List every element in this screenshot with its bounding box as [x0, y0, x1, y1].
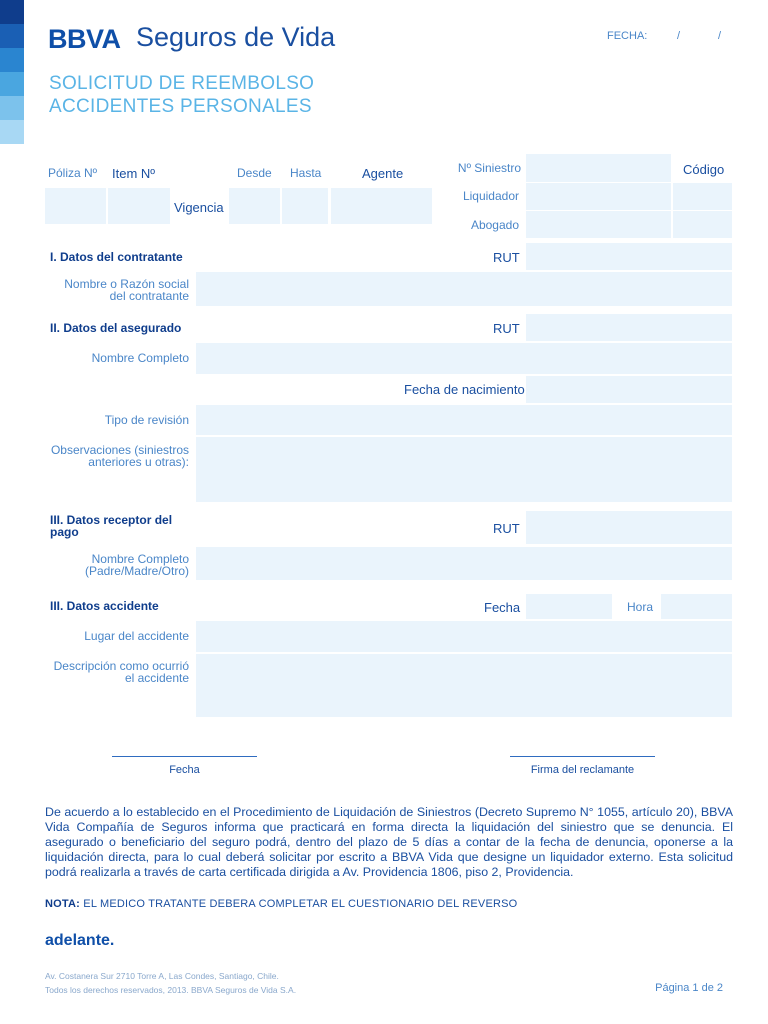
receptor-rut-label: RUT — [493, 521, 520, 536]
section-asegurado-title: II. Datos del asegurado — [50, 321, 182, 335]
stripe-5 — [0, 96, 24, 120]
abogado-field[interactable] — [526, 211, 671, 238]
bbva-logo: BBVA — [48, 24, 121, 54]
contratante-nombre-field[interactable] — [196, 272, 732, 306]
stripe-2 — [0, 24, 24, 48]
footer-rights: Todos los derechos reservados, 2013. BBVA Seguros de Vida S.A. — [45, 985, 297, 995]
poliza-label: Póliza Nº — [48, 166, 98, 180]
form-title-line1: SOLICITUD DE REEMBOLSO — [49, 73, 315, 94]
stripe-4 — [0, 72, 24, 96]
item-label: Item Nº — [112, 166, 156, 181]
abogado-label: Abogado — [470, 218, 519, 232]
footer-address: Av. Costanera Sur 2710 Torre A, Las Condes, Santiago, Chile. — [45, 971, 279, 981]
item-field[interactable] — [108, 188, 170, 224]
contratante-rut-field[interactable] — [526, 243, 732, 270]
agente-label: Agente — [362, 166, 404, 181]
header-fecha-label: FECHA: — [607, 30, 648, 42]
desde-field[interactable] — [229, 188, 280, 224]
fecha-signature-line[interactable] — [112, 756, 257, 757]
header-fecha-sep2: / — [718, 30, 722, 42]
contratante-nombre-label-2: del contratante — [109, 289, 189, 303]
slogan: adelante. — [45, 932, 115, 949]
page-number: Página 1 de 2 — [655, 982, 723, 994]
hasta-field[interactable] — [282, 188, 328, 224]
observaciones-label-2: anteriores u otras): — [88, 455, 189, 469]
section-accidente-title: III. Datos accidente — [50, 599, 159, 613]
accidente-hora-field[interactable] — [661, 594, 732, 619]
liquidador-field[interactable] — [526, 183, 671, 210]
siniestro-field[interactable] — [526, 154, 671, 182]
firma-signature-line[interactable] — [510, 756, 655, 757]
vigencia-label: Vigencia — [174, 200, 224, 215]
contratante-rut-label: RUT — [493, 250, 520, 265]
accidente-hora-label: Hora — [627, 600, 654, 614]
stripe-1 — [0, 0, 24, 24]
legal-notice: De acuerdo a lo establecido en el Procedimiento de Liquidación de Siniestros (Decreto Supremo N° 1055, artículo 20), BBVA Vida Compañía de Seguros informa que practicará en forma directa la liquidación del siniestro que se denuncia. El asegurado o beneficiario del seguro podrá, dentro del plazo de 5 días a contar de la fecha de denuncia, oponerse a la liquidación directa, para lo cual deberá solicitar por escrito a BBVA Vida que designe un liquidador externo. Esta solicitud podrá realizarla a través de carta certificada dirigida a Av. Providencia 1806, piso 2, Providencia. — [45, 805, 733, 879]
section-contratante-title: I. Datos del contratante — [50, 250, 183, 264]
receptor-nombre-field[interactable] — [196, 547, 732, 580]
nota-label: NOTA: — [45, 898, 81, 910]
abogado-code-field[interactable] — [673, 211, 732, 238]
lugar-field[interactable] — [196, 621, 732, 652]
desde-label: Desde — [237, 166, 272, 180]
liquidador-label: Liquidador — [462, 189, 519, 203]
asegurado-rut-label: RUT — [493, 321, 520, 336]
agente-field[interactable] — [331, 188, 432, 224]
nota — [45, 898, 517, 910]
contratante-nombre-label-1: Nombre o Razón social — [64, 277, 189, 291]
lugar-label: Lugar del accidente — [84, 629, 189, 643]
stripe-3 — [0, 48, 24, 72]
revision-label: Tipo de revisión — [104, 413, 189, 427]
descripcion-field[interactable] — [196, 654, 732, 717]
descripcion-label-2: el accidente — [124, 671, 189, 685]
poliza-field[interactable] — [45, 188, 106, 224]
liquidador-code-field[interactable] — [673, 183, 732, 210]
asegurado-nombre-field[interactable] — [196, 343, 732, 374]
receptor-rut-field[interactable] — [526, 511, 732, 544]
firma-signature-label: Firma del reclamante — [530, 764, 635, 776]
asegurado-nombre-label: Nombre Completo — [91, 351, 189, 365]
revision-field[interactable] — [196, 405, 732, 435]
form-title-line2: ACCIDENTES PERSONALES — [49, 96, 312, 117]
section-receptor-title-1: III. Datos receptor del — [50, 513, 173, 527]
codigo-label: Código — [683, 162, 725, 177]
header-fecha-sep1: / — [677, 30, 681, 42]
section-receptor-title-2: pago — [50, 525, 79, 539]
asegurado-rut-field[interactable] — [526, 314, 732, 341]
receptor-nombre-label-2: (Padre/Madre/Otro) — [84, 564, 189, 578]
nacimiento-field[interactable] — [526, 376, 732, 403]
nacimiento-label: Fecha de nacimiento — [404, 382, 525, 397]
hasta-label: Hasta — [290, 166, 322, 180]
descripcion-label-1: Descripción como ocurrió — [53, 659, 189, 673]
brand-name: Seguros de Vida — [136, 22, 336, 52]
accidente-fecha-field[interactable] — [526, 594, 612, 619]
accidente-fecha-label: Fecha — [484, 600, 521, 615]
fecha-signature-label: Fecha — [169, 764, 200, 776]
nota-text: EL MEDICO TRATANTE DEBERA COMPLETAR EL CUESTIONARIO DEL REVERSO — [83, 898, 518, 910]
receptor-nombre-label-1: Nombre Completo — [91, 552, 189, 566]
observaciones-label-1: Observaciones (siniestros — [50, 443, 189, 457]
observaciones-field[interactable] — [196, 437, 732, 502]
siniestro-label: Nº Siniestro — [457, 161, 521, 175]
stripe-6 — [0, 120, 24, 144]
